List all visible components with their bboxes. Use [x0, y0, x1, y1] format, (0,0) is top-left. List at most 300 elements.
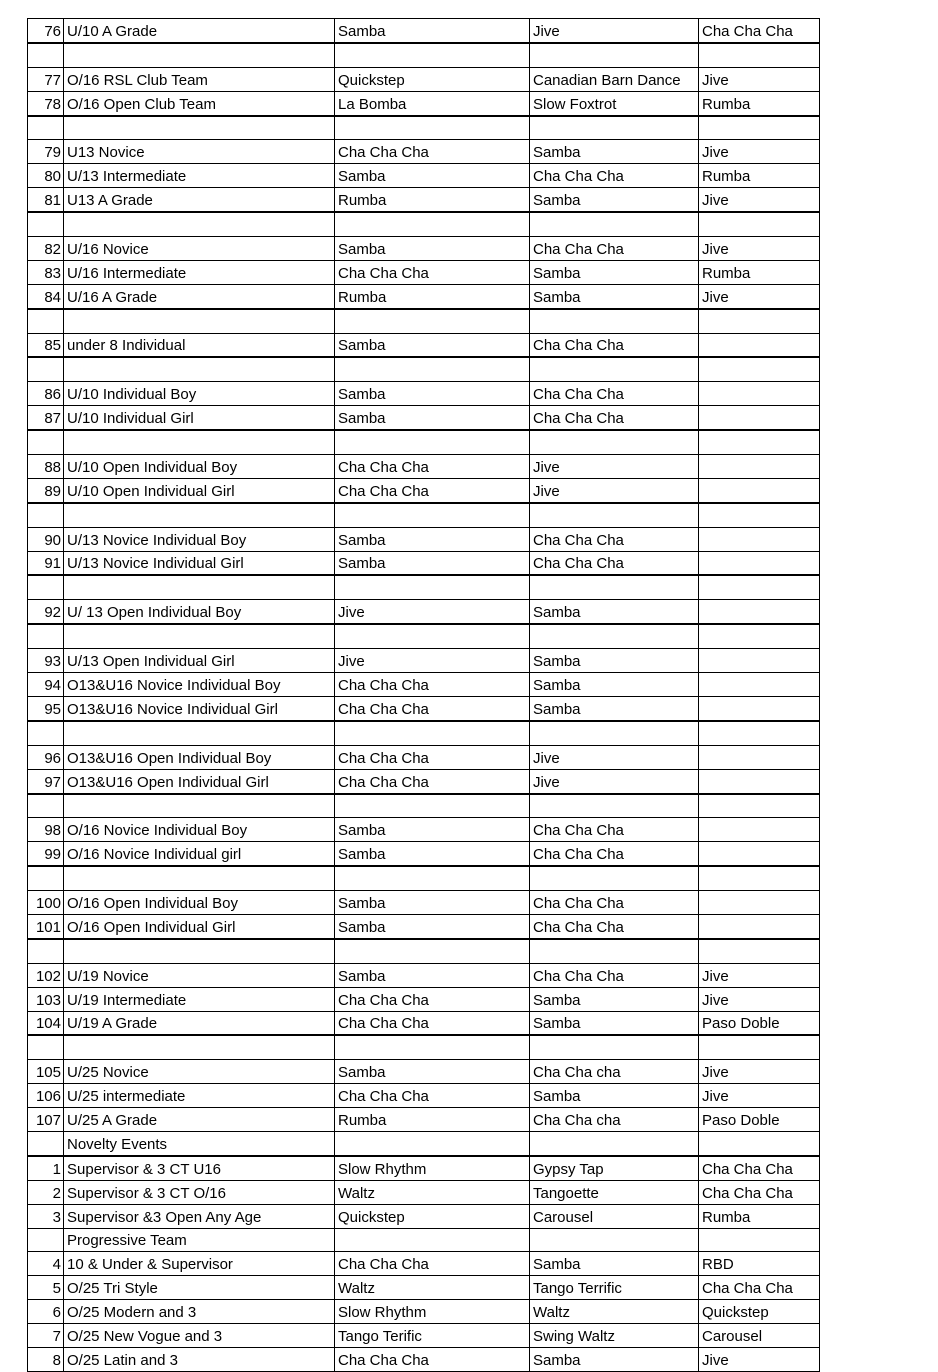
event-number-cell: 83: [28, 260, 64, 284]
event-number-cell: [28, 1035, 64, 1059]
dance-1-cell: [335, 430, 530, 454]
dance-3-cell: [699, 769, 820, 793]
dance-1-cell: Samba: [335, 1060, 530, 1084]
dance-3-cell: [699, 649, 820, 673]
event-name-cell: U/10 Open Individual Boy: [64, 455, 335, 479]
dance-1-cell: [335, 212, 530, 236]
event-name-cell: U/16 Novice: [64, 237, 335, 261]
event-name-cell: [64, 430, 335, 454]
event-name-cell: [64, 309, 335, 333]
dance-1-cell: [335, 721, 530, 745]
event-name-cell: [64, 794, 335, 818]
event-number-cell: 89: [28, 478, 64, 502]
dance-1-cell: [335, 794, 530, 818]
dance-3-cell: Jive: [699, 284, 820, 308]
dance-1-cell: Waltz: [335, 1276, 530, 1300]
event-number-cell: 81: [28, 188, 64, 212]
table-row: [28, 1131, 820, 1155]
event-number-cell: 92: [28, 600, 64, 624]
event-number-cell: [28, 575, 64, 599]
dance-1-cell: [335, 503, 530, 527]
table-row: [28, 769, 820, 793]
dance-2-cell: Jive: [530, 478, 699, 502]
table-row: [28, 1011, 820, 1035]
event-number-cell: [28, 43, 64, 67]
event-number-cell: 98: [28, 818, 64, 842]
event-name-cell: U/13 Novice Individual Boy: [64, 527, 335, 551]
dance-3-cell: [699, 382, 820, 406]
event-name-cell: [64, 212, 335, 236]
dance-2-cell: Cha Cha Cha: [530, 914, 699, 938]
dance-1-cell: Cha Cha Cha: [335, 696, 530, 720]
event-number-cell: [28, 212, 64, 236]
dance-2-cell: Canadian Barn Dance: [530, 67, 699, 91]
table-row: [28, 1300, 820, 1324]
table-row: [28, 1228, 820, 1252]
table-row: [28, 406, 820, 430]
table-row: [28, 818, 820, 842]
event-number-cell: 94: [28, 673, 64, 697]
dance-1-cell: Cha Cha Cha: [335, 1347, 530, 1371]
dance-3-cell: Cha Cha Cha: [699, 1180, 820, 1204]
event-name-cell: under 8 Individual: [64, 333, 335, 357]
table-row: [28, 260, 820, 284]
event-name-cell: O/16 Novice Individual Boy: [64, 818, 335, 842]
table-row: [28, 891, 820, 915]
table-row: [28, 1204, 820, 1228]
table-row: [28, 503, 820, 527]
dance-3-cell: Jive: [699, 1060, 820, 1084]
dance-2-cell: Gypsy Tap: [530, 1156, 699, 1180]
event-number-cell: [28, 721, 64, 745]
dance-3-cell: Jive: [699, 1084, 820, 1108]
dance-1-cell: Cha Cha Cha: [335, 1084, 530, 1108]
event-name-cell: [64, 116, 335, 140]
dance-2-cell: [530, 357, 699, 381]
dance-3-cell: Jive: [699, 963, 820, 987]
event-name-cell: [64, 43, 335, 67]
event-number-cell: [28, 309, 64, 333]
dance-1-cell: Samba: [335, 963, 530, 987]
dance-1-cell: [335, 1131, 530, 1155]
table-row: [28, 1084, 820, 1108]
dance-2-cell: Samba: [530, 188, 699, 212]
table-row: [28, 333, 820, 357]
dance-3-cell: [699, 527, 820, 551]
dance-2-cell: Samba: [530, 284, 699, 308]
dance-1-cell: Cha Cha Cha: [335, 1252, 530, 1276]
dance-3-cell: [699, 794, 820, 818]
event-number-cell: 77: [28, 67, 64, 91]
event-name-cell: U13 A Grade: [64, 188, 335, 212]
dance-1-cell: Rumba: [335, 284, 530, 308]
table-row: [28, 357, 820, 381]
event-name-cell: O/16 RSL Club Team: [64, 67, 335, 91]
dance-1-cell: Samba: [335, 818, 530, 842]
dance-1-cell: Tango Terific: [335, 1324, 530, 1348]
event-name-cell: U13 Novice: [64, 140, 335, 164]
dance-program-table: [27, 18, 820, 1372]
dance-2-cell: Samba: [530, 649, 699, 673]
dance-3-cell: [699, 696, 820, 720]
table-row: [28, 1060, 820, 1084]
event-number-cell: 85: [28, 333, 64, 357]
event-number-cell: 104: [28, 1011, 64, 1035]
table-row: [28, 164, 820, 188]
event-number-cell: 78: [28, 91, 64, 115]
dance-3-cell: [699, 116, 820, 140]
table-row: [28, 91, 820, 115]
dance-3-cell: [699, 406, 820, 430]
event-number-cell: [28, 430, 64, 454]
event-number-cell: 86: [28, 382, 64, 406]
dance-2-cell: [530, 939, 699, 963]
dance-1-cell: Samba: [335, 382, 530, 406]
dance-2-cell: [530, 212, 699, 236]
dance-2-cell: [530, 575, 699, 599]
event-number-cell: 7: [28, 1324, 64, 1348]
dance-2-cell: [530, 624, 699, 648]
table-row: [28, 987, 820, 1011]
event-name-cell: O/16 Open Club Team: [64, 91, 335, 115]
event-number-cell: 95: [28, 696, 64, 720]
event-number-cell: 5: [28, 1276, 64, 1300]
event-number-cell: [28, 357, 64, 381]
table-row: [28, 1347, 820, 1371]
event-number-cell: 3: [28, 1204, 64, 1228]
dance-3-cell: Cha Cha Cha: [699, 1156, 820, 1180]
dance-2-cell: [530, 866, 699, 890]
table-row: [28, 939, 820, 963]
dance-3-cell: Jive: [699, 1347, 820, 1371]
dance-3-cell: Cha Cha Cha: [699, 1276, 820, 1300]
table-row: [28, 140, 820, 164]
dance-3-cell: [699, 842, 820, 866]
dance-3-cell: [699, 575, 820, 599]
dance-2-cell: Cha Cha Cha: [530, 527, 699, 551]
dance-3-cell: [699, 43, 820, 67]
event-name-cell: [64, 624, 335, 648]
dance-2-cell: Jive: [530, 19, 699, 43]
event-number-cell: 103: [28, 987, 64, 1011]
dance-2-cell: Samba: [530, 1347, 699, 1371]
event-name-cell: U/13 Novice Individual Girl: [64, 551, 335, 575]
dance-1-cell: Samba: [335, 842, 530, 866]
event-name-cell: U/ 13 Open Individual Boy: [64, 600, 335, 624]
event-name-cell: Supervisor &3 Open Any Age: [64, 1204, 335, 1228]
dance-1-cell: Samba: [335, 891, 530, 915]
dance-3-cell: Jive: [699, 237, 820, 261]
dance-1-cell: Cha Cha Cha: [335, 1011, 530, 1035]
dance-2-cell: [530, 503, 699, 527]
event-name-cell: 10 & Under & Supervisor: [64, 1252, 335, 1276]
event-name-cell: U/25 intermediate: [64, 1084, 335, 1108]
dance-3-cell: Jive: [699, 987, 820, 1011]
dance-1-cell: Waltz: [335, 1180, 530, 1204]
dance-2-cell: [530, 1228, 699, 1252]
dance-1-cell: Samba: [335, 406, 530, 430]
event-number-cell: [28, 503, 64, 527]
dance-3-cell: Jive: [699, 140, 820, 164]
dance-1-cell: Samba: [335, 237, 530, 261]
table-row: [28, 624, 820, 648]
dance-3-cell: [699, 1131, 820, 1155]
dance-3-cell: Jive: [699, 67, 820, 91]
event-number-cell: 88: [28, 455, 64, 479]
dance-3-cell: Rumba: [699, 260, 820, 284]
event-name-cell: U/10 Individual Girl: [64, 406, 335, 430]
event-number-cell: 100: [28, 891, 64, 915]
event-name-cell: [64, 575, 335, 599]
dance-2-cell: Samba: [530, 260, 699, 284]
event-name-cell: [64, 721, 335, 745]
dance-1-cell: [335, 357, 530, 381]
event-name-cell: [64, 866, 335, 890]
dance-1-cell: Slow Rhythm: [335, 1156, 530, 1180]
event-name-cell: O/25 New Vogue and 3: [64, 1324, 335, 1348]
event-number-cell: 99: [28, 842, 64, 866]
event-name-cell: U/10 Individual Boy: [64, 382, 335, 406]
event-number-cell: 96: [28, 745, 64, 769]
table-row: [28, 1035, 820, 1059]
dance-1-cell: Samba: [335, 333, 530, 357]
dance-1-cell: Rumba: [335, 1108, 530, 1132]
dance-2-cell: [530, 309, 699, 333]
event-name-cell: O/16 Open Individual Boy: [64, 891, 335, 915]
dance-1-cell: [335, 575, 530, 599]
event-number-cell: 4: [28, 1252, 64, 1276]
dance-2-cell: Samba: [530, 1011, 699, 1035]
event-number-cell: [28, 1131, 64, 1155]
event-name-cell: U/10 A Grade: [64, 19, 335, 43]
table-row: [28, 67, 820, 91]
table-row: [28, 284, 820, 308]
dance-1-cell: La Bomba: [335, 91, 530, 115]
table-row: [28, 1276, 820, 1300]
dance-1-cell: Cha Cha Cha: [335, 673, 530, 697]
event-number-cell: 80: [28, 164, 64, 188]
dance-2-cell: Samba: [530, 600, 699, 624]
table-row: [28, 600, 820, 624]
dance-3-cell: [699, 430, 820, 454]
event-number-cell: 79: [28, 140, 64, 164]
table-row: [28, 1108, 820, 1132]
event-name-cell: O/25 Modern and 3: [64, 1300, 335, 1324]
dance-2-cell: Jive: [530, 769, 699, 793]
dance-1-cell: Cha Cha Cha: [335, 140, 530, 164]
dance-3-cell: Rumba: [699, 91, 820, 115]
event-number-cell: 8: [28, 1347, 64, 1371]
event-name-cell: U/13 Intermediate: [64, 164, 335, 188]
event-name-cell: [64, 503, 335, 527]
dance-2-cell: Tangoette: [530, 1180, 699, 1204]
dance-2-cell: [530, 430, 699, 454]
dance-3-cell: Carousel: [699, 1324, 820, 1348]
dance-2-cell: Cha Cha cha: [530, 1060, 699, 1084]
event-name-cell: Progressive Team: [64, 1228, 335, 1252]
table-row: [28, 430, 820, 454]
dance-1-cell: Samba: [335, 19, 530, 43]
dance-1-cell: [335, 1228, 530, 1252]
dance-2-cell: [530, 1035, 699, 1059]
table-row: [28, 309, 820, 333]
event-number-cell: 97: [28, 769, 64, 793]
event-number-cell: 93: [28, 649, 64, 673]
dance-1-cell: Cha Cha Cha: [335, 455, 530, 479]
dance-2-cell: Slow Foxtrot: [530, 91, 699, 115]
dance-2-cell: Cha Cha Cha: [530, 842, 699, 866]
dance-1-cell: Quickstep: [335, 1204, 530, 1228]
event-name-cell: [64, 357, 335, 381]
dance-2-cell: Cha Cha cha: [530, 1108, 699, 1132]
table-row: [28, 382, 820, 406]
dance-3-cell: [699, 914, 820, 938]
table-row: [28, 575, 820, 599]
event-name-cell: U/25 Novice: [64, 1060, 335, 1084]
event-number-cell: [28, 866, 64, 890]
event-number-cell: 101: [28, 914, 64, 938]
dance-1-cell: Rumba: [335, 188, 530, 212]
dance-1-cell: Quickstep: [335, 67, 530, 91]
table-row: [28, 1180, 820, 1204]
dance-2-cell: Samba: [530, 987, 699, 1011]
table-row: [28, 914, 820, 938]
event-number-cell: 6: [28, 1300, 64, 1324]
dance-2-cell: Cha Cha Cha: [530, 818, 699, 842]
event-name-cell: U/16 A Grade: [64, 284, 335, 308]
dance-2-cell: Cha Cha Cha: [530, 382, 699, 406]
event-number-cell: 84: [28, 284, 64, 308]
event-number-cell: 1: [28, 1156, 64, 1180]
dance-3-cell: [699, 745, 820, 769]
table-row: [28, 842, 820, 866]
table-row: [28, 116, 820, 140]
dance-3-cell: [699, 891, 820, 915]
event-number-cell: 107: [28, 1108, 64, 1132]
event-name-cell: Novelty Events: [64, 1131, 335, 1155]
dance-3-cell: [699, 333, 820, 357]
dance-3-cell: [699, 600, 820, 624]
dance-3-cell: [699, 478, 820, 502]
event-name-cell: [64, 1035, 335, 1059]
table-row: [28, 1252, 820, 1276]
dance-3-cell: [699, 624, 820, 648]
table-row: [28, 745, 820, 769]
dance-2-cell: Cha Cha Cha: [530, 237, 699, 261]
event-name-cell: U/25 A Grade: [64, 1108, 335, 1132]
table-row: [28, 1156, 820, 1180]
dance-2-cell: Cha Cha Cha: [530, 406, 699, 430]
dance-3-cell: [699, 673, 820, 697]
dance-2-cell: Samba: [530, 696, 699, 720]
table-row: [28, 19, 820, 43]
dance-1-cell: [335, 866, 530, 890]
dance-2-cell: [530, 794, 699, 818]
event-name-cell: O/16 Novice Individual girl: [64, 842, 335, 866]
table-row: [28, 963, 820, 987]
table-row: [28, 721, 820, 745]
dance-3-cell: [699, 212, 820, 236]
table-row: [28, 866, 820, 890]
dance-2-cell: [530, 116, 699, 140]
table-row: [28, 237, 820, 261]
dance-2-cell: Carousel: [530, 1204, 699, 1228]
dance-3-cell: [699, 309, 820, 333]
dance-3-cell: Rumba: [699, 1204, 820, 1228]
dance-1-cell: Slow Rhythm: [335, 1300, 530, 1324]
dance-2-cell: Cha Cha Cha: [530, 333, 699, 357]
dance-3-cell: [699, 721, 820, 745]
event-number-cell: 102: [28, 963, 64, 987]
dance-2-cell: Jive: [530, 745, 699, 769]
table-row: [28, 649, 820, 673]
event-number-cell: [28, 624, 64, 648]
dance-3-cell: Paso Doble: [699, 1011, 820, 1035]
event-number-cell: 87: [28, 406, 64, 430]
dance-3-cell: [699, 1228, 820, 1252]
dance-3-cell: [699, 357, 820, 381]
event-name-cell: O13&U16 Novice Individual Boy: [64, 673, 335, 697]
table-row: [28, 478, 820, 502]
dance-1-cell: Cha Cha Cha: [335, 745, 530, 769]
dance-1-cell: Samba: [335, 551, 530, 575]
table-row: [28, 43, 820, 67]
dance-3-cell: Quickstep: [699, 1300, 820, 1324]
dance-2-cell: Samba: [530, 1252, 699, 1276]
table-row: [28, 673, 820, 697]
event-number-cell: [28, 116, 64, 140]
dance-1-cell: Samba: [335, 914, 530, 938]
table-row: [28, 527, 820, 551]
dance-1-cell: Jive: [335, 600, 530, 624]
event-number-cell: 82: [28, 237, 64, 261]
dance-1-cell: [335, 43, 530, 67]
event-number-cell: 76: [28, 19, 64, 43]
event-name-cell: U/19 Novice: [64, 963, 335, 987]
dance-2-cell: Tango Terrific: [530, 1276, 699, 1300]
dance-3-cell: [699, 1035, 820, 1059]
dance-3-cell: Jive: [699, 188, 820, 212]
dance-3-cell: [699, 939, 820, 963]
dance-1-cell: Cha Cha Cha: [335, 769, 530, 793]
event-number-cell: [28, 939, 64, 963]
table-row: [28, 551, 820, 575]
dance-3-cell: [699, 455, 820, 479]
dance-1-cell: Samba: [335, 527, 530, 551]
dance-2-cell: Cha Cha Cha: [530, 164, 699, 188]
dance-2-cell: [530, 721, 699, 745]
table-row: [28, 212, 820, 236]
dance-3-cell: [699, 866, 820, 890]
event-name-cell: U/19 A Grade: [64, 1011, 335, 1035]
dance-1-cell: [335, 1035, 530, 1059]
dance-1-cell: [335, 624, 530, 648]
event-name-cell: U/19 Intermediate: [64, 987, 335, 1011]
event-name-cell: O13&U16 Open Individual Boy: [64, 745, 335, 769]
dance-1-cell: Cha Cha Cha: [335, 260, 530, 284]
event-name-cell: O13&U16 Novice Individual Girl: [64, 696, 335, 720]
dance-2-cell: Cha Cha Cha: [530, 963, 699, 987]
event-number-cell: 105: [28, 1060, 64, 1084]
table-row: [28, 696, 820, 720]
dance-3-cell: RBD: [699, 1252, 820, 1276]
event-name-cell: Supervisor & 3 CT U16: [64, 1156, 335, 1180]
event-name-cell: U/16 Intermediate: [64, 260, 335, 284]
event-number-cell: [28, 794, 64, 818]
event-name-cell: U/10 Open Individual Girl: [64, 478, 335, 502]
dance-2-cell: Samba: [530, 673, 699, 697]
dance-2-cell: Jive: [530, 455, 699, 479]
